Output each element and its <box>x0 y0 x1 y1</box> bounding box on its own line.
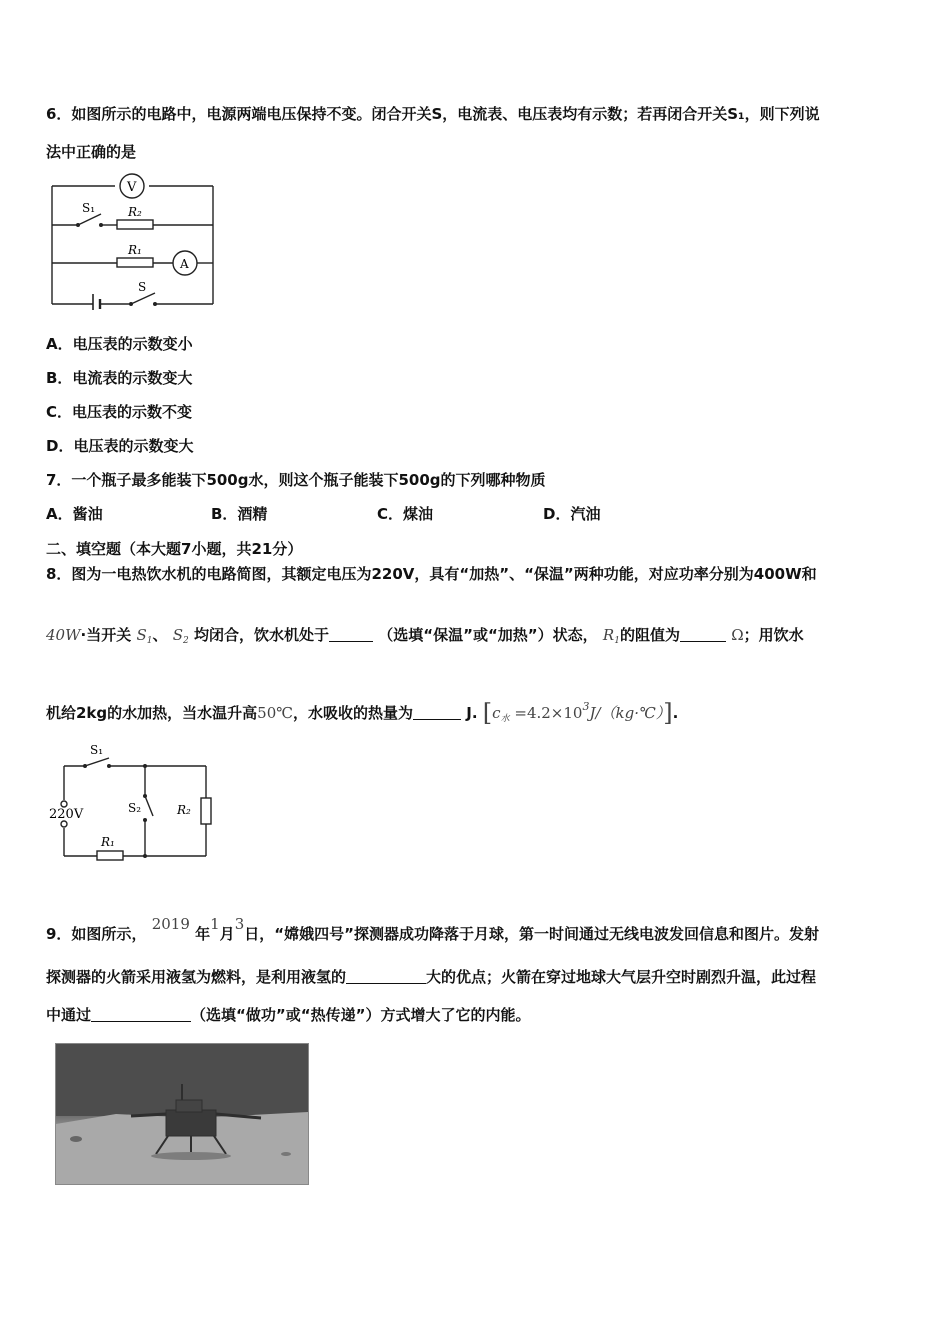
section-heading: 二、填空题（本大题7小题，共21分） <box>46 540 303 558</box>
q6-s1-label: S₁ <box>82 201 96 215</box>
q8-s2-symbol: $S_2$ <box>172 626 189 646</box>
q6-s-label: S <box>138 280 147 294</box>
q8-blank-state[interactable] <box>329 627 373 642</box>
q8-r1-symbol: $R_1$ <box>602 626 620 646</box>
q9-line1: 9．如图所示， 2019 年1月3日，“嫦娥四号”探测器成功降落于月球，第一时间通过无线电波发回信息和图片。发射 <box>46 915 819 943</box>
q8-line2: 40W·当开关 $S_1$、 $S_2$ 均闭合，饮水机处于 （选填“保温”或“加热”）状态， $R_1$的阻值为 Ω；用饮水 <box>46 626 804 646</box>
q8-circuit-r1: R₁ <box>101 835 115 849</box>
q8-circuit-s2: S₂ <box>128 801 142 815</box>
q9-blank-property[interactable] <box>346 969 426 984</box>
q8-circuit-r2: R₂ <box>177 803 191 817</box>
q6-option-c[interactable]: C．电压表的示数不变 <box>46 403 193 421</box>
q8-circuit-s1: S₁ <box>90 743 104 757</box>
q9-line3: 中通过 （选填“做功”或“热传递”）方式增大了它的内能。 <box>46 1006 531 1024</box>
q6-r2-label: R₂ <box>128 205 142 219</box>
q6-voltmeter-label: V <box>127 180 137 195</box>
q7-option-b[interactable]: B．酒精 <box>211 505 268 523</box>
q9-day: 3 <box>234 915 245 933</box>
q9-month: 1 <box>210 915 220 933</box>
q6-option-d[interactable]: D．电压表的示数变大 <box>46 437 194 455</box>
q6-option-b[interactable]: B．电流表的示数变大 <box>46 369 193 387</box>
q8-temp: 50℃ <box>257 704 294 722</box>
q6-stem-line1: 6．如图所示的电路中，电源两端电压保持不变。闭合开关S，电流表、电压表均有示数；若再闭合开关S₁，则下列说 <box>46 105 820 123</box>
lunar-lander-photo <box>55 1043 309 1185</box>
q8-s1-symbol: $S_1$ <box>136 626 153 646</box>
q6-circuit-diagram <box>45 170 220 310</box>
q9-line2: 探测器的火箭采用液氢为燃料，是利用液氢的 大的优点；火箭在穿过地球大气层升空时剧烈升温，此过程 <box>46 968 817 986</box>
q6-ammeter-label: A <box>180 257 189 271</box>
q8-blank-resistance[interactable] <box>680 627 726 642</box>
q6-stem-line2: 法中正确的是 <box>46 143 137 161</box>
lunar-lander-illustration <box>56 1044 308 1184</box>
q8-circuit-diagram <box>45 740 215 865</box>
q7-option-a[interactable]: A．酱油 <box>46 505 103 523</box>
q8-blank-heat[interactable] <box>413 705 461 720</box>
q9-blank-method[interactable] <box>91 1007 191 1022</box>
q8-power-low: 40W <box>46 626 81 644</box>
q7-option-d[interactable]: D．汽油 <box>543 505 601 523</box>
q8-line3: 机给2kg的水加热，当水温升高50℃，水吸收的热量为 J. [$c_水$ $=4.2\times 10^3J/(kg\cdot℃)$]. <box>46 699 679 727</box>
q7-option-c[interactable]: C．煤油 <box>377 505 434 523</box>
q6-option-a[interactable]: A．电压表的示数变小 <box>46 335 193 353</box>
q8-formula: $c_水$ $=4.2\times 10^3J/(kg\cdot℃)$ <box>492 700 664 724</box>
q8-line1: 8．图为一电热饮水机的电路简图，其额定电压为220V，具有“加热”、“保温”两种功能，对应功率分别为400W和 <box>46 565 817 583</box>
q6-r1-label: R₁ <box>128 243 142 257</box>
q8-ohm-symbol: Ω <box>731 626 744 644</box>
q8-circuit-voltage: 220V <box>49 807 84 822</box>
q7-stem: 7．一个瓶子最多能装下500g水，则这个瓶子能装下500g的下列哪种物质 <box>46 471 546 489</box>
q9-year: 2019 <box>151 915 190 933</box>
